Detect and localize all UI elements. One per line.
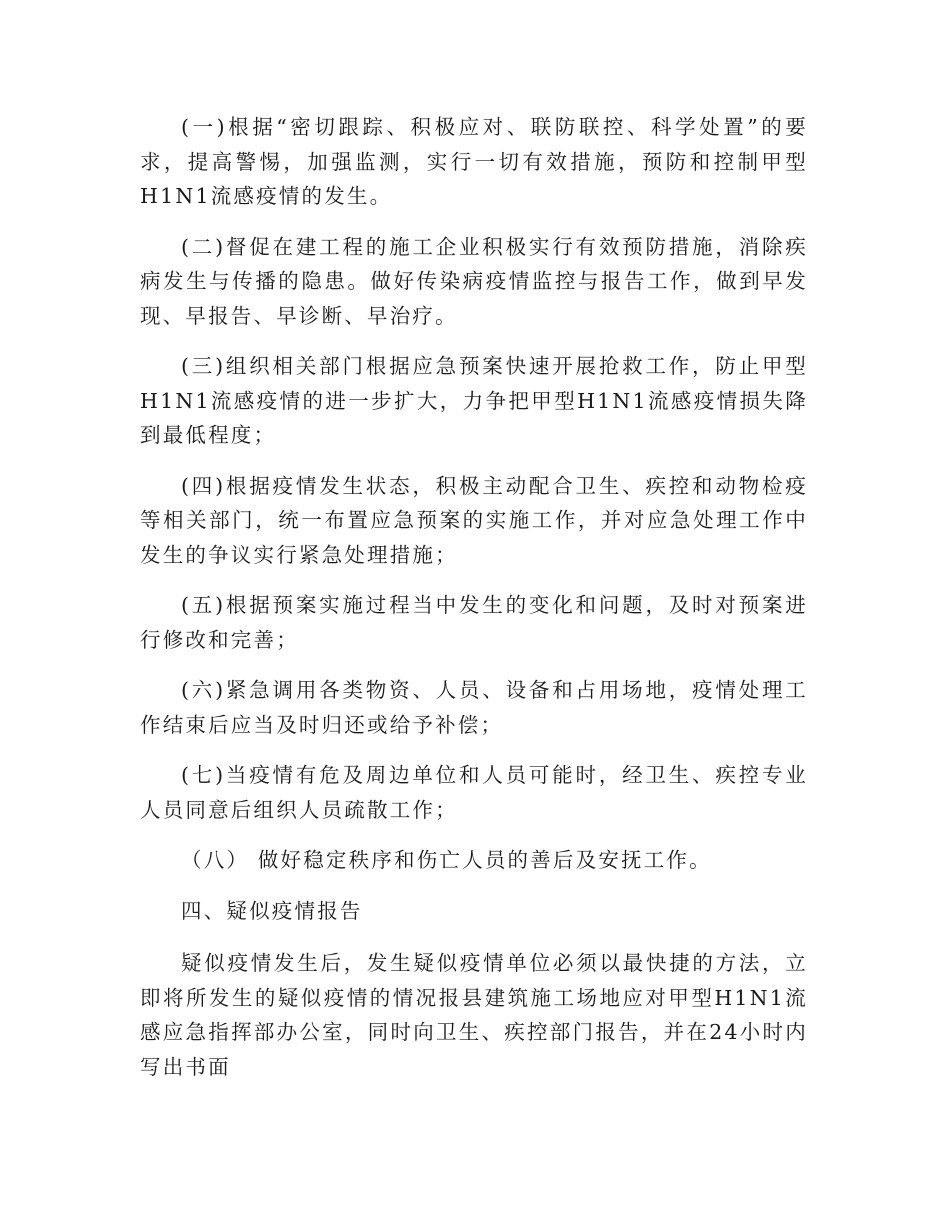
paragraph-3: (三)组织相关部门根据应急预案快速开展抢救工作，防止甲型H1N1流感疫情的进一步扩大，力争把甲型H1N1流感疫情损失降到最低程度； [140, 354, 808, 447]
paragraph-7: (七)当疫情有危及周边单位和人员可能时，经卫生、疾控专业人员同意后组织人员疏散工作； [140, 763, 808, 822]
paragraph-5: (五)根据预案实施过程当中发生的变化和问题，及时对预案进行修改和完善； [140, 593, 808, 652]
paragraph-10: 疑似疫情发生后，发生疑似疫情单位必须以最快捷的方法，立即将所发生的疑似疫情的情况报县建筑施工场地应对甲型H1N1流感应急指挥部办公室，同时向卫生、疾控部门报告，并在24小时内写出书面 [140, 951, 808, 1079]
section-heading: 四、疑似疫情报告 [181, 898, 363, 923]
document-body [140, 110, 808, 1100]
paragraph-1: (一)根据“密切跟踪、积极应对、联防联控、科学处置”的要求，提高警惕，加强监测，实行一切有效措施，预防和控制甲型H1N1流感疫情的发生。 [140, 115, 808, 208]
paragraph-2: (二)督促在建工程的施工企业积极实行有效预防措施，消除疾病发生与传播的隐患。做好传染病疫情监控与报告工作，做到早发现、早报告、早诊断、早治疗。 [140, 234, 808, 328]
paragraph-6: (六)紧急调用各类物资、人员、设备和占用场地，疫情处理工作结束后应当及时归还或给予补偿； [140, 678, 808, 737]
paragraph-8: （八） 做好稳定秩序和伤亡人员的善后及安抚工作。 [181, 848, 712, 872]
paragraph-4: (四)根据疫情发生状态，积极主动配合卫生、疾控和动物检疫等相关部门，统一布置应急预案的实施工作，并对应急处理工作中发生的争议实行紧急处理措施； [140, 473, 808, 567]
